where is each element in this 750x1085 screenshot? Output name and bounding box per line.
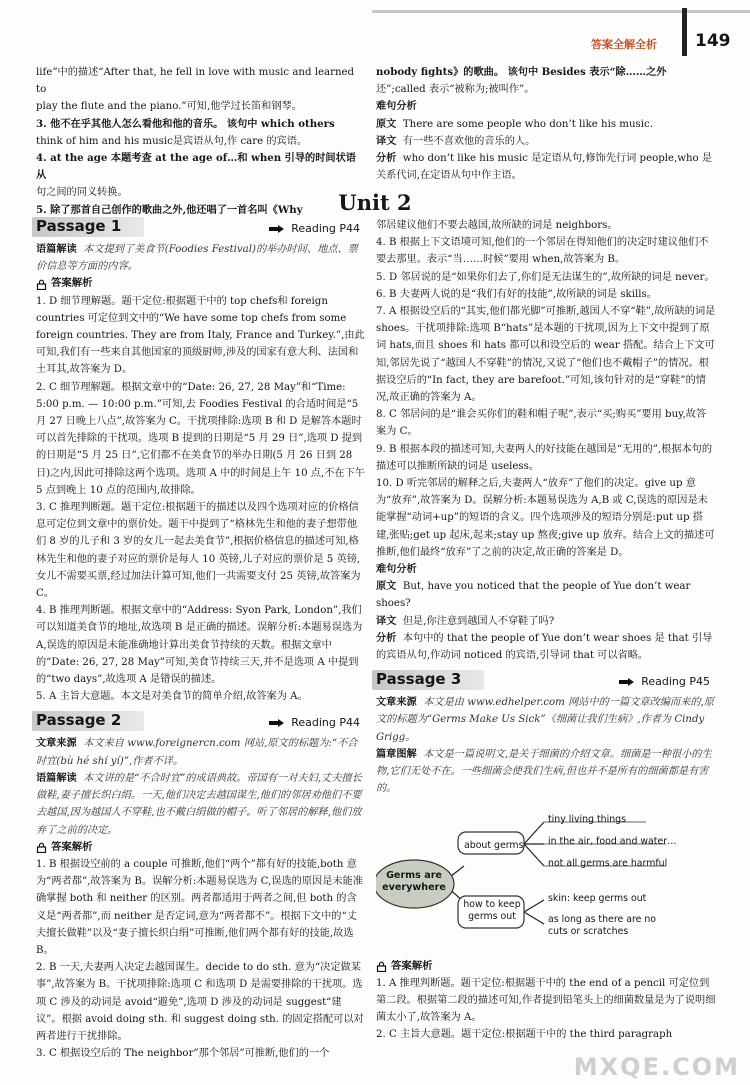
passage2-header: [36, 711, 366, 733]
tl-line: 句之间的同义转换。: [36, 187, 128, 199]
answer-item: 5. D 邻居说的是“如果你们去了,你们是无法谋生的”,故所缺的词是 never。: [376, 271, 715, 283]
passage2-answers-title: 答案解析: [36, 839, 366, 856]
mind-map-leaf: in the air, food and water…: [548, 835, 677, 847]
tl-line: 5. 除了那首自己创作的歌曲之外,他还唱了一首名叫《Why: [36, 203, 303, 216]
passage1-header: [36, 217, 366, 239]
passage2-title: Passage 2: [36, 711, 122, 730]
answer-item: 5. A 主旨大意题。本文是对美食节的简单介绍,故答案为 A。: [36, 691, 308, 703]
analysis-line: 分析 who don’t like his music 是定语从句,修饰先行词 people,who 是关系代词,在定语从句中作主语。: [376, 153, 713, 182]
trans-line: 译文 但是,你注意到越国人不穿鞋了吗?: [376, 615, 555, 627]
pointing-hand-icon: [268, 223, 286, 235]
answer-item: 4. B 推理判断题。根据文章中的“Address: Syon Park, London”,我们可以知道美食节的地址,故选项 B 是正确的描述。误解分析:本题易误选为 A,误选的原因是未能准确地计算出美食节持续的天数。根据文章中的“Date: 26, 27, 28 May”可知,美食节持续三天,并不是选项 A 中提到的“two days”,故选项 A 是错误的描述。: [36, 605, 363, 686]
tl-line: 4. at the age 本题考查 at the age of…和 when 引导的时间状语从: [36, 152, 356, 182]
analysis-line: 分析 本句中的 that the people of Yue don’t wear shoes 是 that 引导的宾语从句,作动词 noticed 的宾语,引导词 that 可以省略。: [376, 632, 713, 662]
answer-item: 4. B 根据上下文语境可知,他们的一个邻居在得知他们的决定时建议他们不要去那里。表示“当……时候”要用 when,故答案为 B。: [376, 237, 709, 266]
passage2-ref: Reading P44: [268, 714, 360, 731]
mind-map-leaf: not all germs are harmful: [548, 857, 668, 869]
passage3-header: [376, 670, 716, 692]
passage1-ref: Reading P44: [268, 220, 360, 237]
passage1-title: Passage 1: [36, 217, 122, 235]
mind-map-leaf: tiny living things: [548, 813, 626, 825]
hard-sentence-title: 难句分析: [376, 101, 417, 113]
mind-map-leaf: skin: keep germs out: [548, 892, 647, 904]
page-number: 149: [695, 31, 731, 51]
tl-line: life”中的描述“After that, he fell in love with music and learned to: [36, 67, 355, 96]
mind-map-center: Germs are everywhere: [382, 869, 446, 893]
passage2-source: 文章来源 本文来自 www.foreignercn.com 网站,原文的标题为:“不合时宜(bù hé shí yí)”,作者不详。: [36, 738, 358, 767]
answer-item: 1. A 推理判断题。题干定位:根据题干中的 the end of a pencil 可定位到第二段。根据第二段的描述可知,作者提到铅笔头上的细菌数量是为了说明细菌太小了,故答案为 A。: [376, 977, 716, 1024]
tr-line: 还”;called 表示“被称为;被叫作”。: [376, 84, 535, 96]
pointing-hand-icon: [268, 717, 286, 729]
left-column: [36, 217, 366, 1062]
orig-line: 原文 But, have you noticed that the people of Yue don’t wear shoes?: [376, 581, 691, 610]
trans-line: 译文 有一些不喜欢他的音乐的人。: [376, 135, 536, 147]
passage3-ref: Reading P45: [618, 673, 710, 690]
orig-line: 原文 There are some people who don’t like his music.: [376, 118, 653, 130]
hard-sentence-title: 难句分析: [376, 564, 417, 576]
answer-item: 8. C 邻居问的是“谁会买你们的鞋和帽子呢”,表示“买;购买”要用 buy,故答案为 C。: [376, 409, 707, 438]
tl-line: 3. 他不在乎其他人怎么看他和他的音乐。 该句中 which others: [36, 117, 335, 130]
answer-item: 3. C 根据设空后的 The neighbor”那个邻居”可推断,他们的一个: [36, 1048, 330, 1060]
header-rule: [372, 10, 750, 13]
header-tab-bar: [682, 8, 687, 56]
passage3-source: 文章来源 本文是由 www.edhelper.com 网站中的一篇文章改编而来的,原文的标题为“Germs Make Us Sick”《细菌让我们生病》,作者为 Cindy Grigg。: [376, 697, 714, 743]
mind-map: [376, 804, 716, 954]
passage3-intro: 篇章图解 本文是一篇说明文,是关于细菌的介绍文章。细菌是一种很小的生物,它们无处不在。一些细菌会使我们生病,但也并不是所有的细菌都是有害的。: [376, 748, 712, 795]
mind-map-branch-about-germs: about germs: [464, 839, 524, 851]
pointing-hand-icon: [618, 676, 636, 688]
tr-line: nobody fights》的歌曲。 该句中 Besides 表示“除……之外: [376, 66, 667, 78]
answer-item: 10. D 听完邻居的解释之后,夫妻两人“放弃”了他们的决定。give up 意为“放弃”,故答案为 D。误解分析:本题易误选为 A,B 或 C,误选的原因是未能掌握“动词+up”的短语的含义。四个选项涉及的短语分别是:put up 搭建,张贴;get up 起床,起来;stay up 熬夜;give up 放弃。结合上文的描述可推断,他们最终“放弃”了之前的决定,故正确的答案是 D。: [376, 478, 715, 558]
passage3-title: Passage 3: [376, 670, 462, 689]
passage1-intro: 语篇解读 本文提到了美食节(Foodies Festival)的举办时间、地点、票价信息等方面的内容。: [36, 244, 358, 273]
answer-item: 1. B 根据设空前的 a couple 可推断,他们“两个”都有好的技能,both 意为“两者都”,故答案为 B。误解分析:本题易误选为 C,误选的原因是未能准确掌握 both 和 neither 的区别。两者都适用于两者之间,但 both 的含义是“两者都”,而 neither 是否定词,意为“两者都不”。根据下文中的“丈夫擅长做鞋”以及“妻子擅长织白绢”可推断,他们两个都有好的技能,故选 B。: [36, 858, 363, 956]
answer-item: 2. C 主旨大意题。题干定位:根据题干中的 the third paragraph: [376, 1029, 673, 1041]
header-label: 答案全解全析: [591, 38, 657, 51]
passage2-intro: 语篇解读 本文讲的是“不合时宜”的成语典故。帝国有一对夫妇,丈夫擅长做鞋,妻子擅长织白绢。一天,他们决定去越国谋生,他们的邻居劝他们不要去越国,因为越国人不穿鞋,也不戴白绢做的帽子。听了邻居的解释,他们放弃了之前的决定。: [36, 772, 362, 836]
continued-line: 邻居建议他们不要去越国,故所缺的词是 neighbors。: [376, 220, 618, 231]
right-column: [376, 217, 716, 1044]
answer-item: 9. B 根据本段的描述可知,夫妻两人的好技能在越国是“无用的”,根据本句的描述可以推断所缺的词是 useless。: [376, 443, 713, 472]
answer-item: 7. A 根据设空后的“其实,他们都光脚”可推断,越国人不穿“鞋”,故所缺的词是 shoes。干扰项排除:选项 B“hats”是本题的干扰项,因为上下文中提到了原词 hats,而且 shoes 和 hats 都可以和设空后的 wear 搭配。结合上下文可知,邻居先说了“越国人不穿鞋”的情况,又说了“他们也不戴帽子”的情况。根据设空后的“In fact, they are barefoot.”可知,该句针对的是“穿鞋”的情况,故正确的答案为 A。: [376, 306, 716, 404]
tl-line: play the flute and the piano.”可知,他学过长笛和钢琴。: [36, 101, 302, 113]
answer-item: 6. B 夫妻两人说的是“我们有好的技能”,故所缺的词是 skills。: [376, 288, 657, 300]
lock-icon: [36, 279, 47, 290]
top-right-column: [376, 64, 716, 184]
passage3-answers-title: 答案解析: [376, 958, 716, 975]
answer-item: 1. D 细节理解题。题干定位:根据题干中的 top chefs和 foreign countries 可定位到文中的“We have some top chefs from some foreign countries. They are from Italy, France and Turkey.”,由此可知,我们有一些来自其他国家的顶级厨师,涉及的国家有意大利、法国和土耳其,故答案为 D。: [36, 295, 365, 376]
watermark: MXQE.COM: [573, 1053, 740, 1081]
mind-map-branch-keep-germs-out: how to keep germs out: [463, 898, 521, 922]
answer-item: 2. B 一天,夫妻两人决定去越国谋生。decide to do sth. 意为“决定做某事”,故答案为 B。干扰项排除:选项 C 和选项 D 是需要排除的干扰项。选项 C 涉及的动词是 avoid“避免”,选项 D 涉及的动词是 suggest“建议”。根据 avoid doing sth. 和 suggest doing sth. 的固定搭配可以对两者进行干扰排除。: [36, 962, 364, 1042]
passage1-answers-title: 答案解析: [36, 275, 366, 292]
answer-item: 2. C 细节理解题。根据文章中的“Date: 26, 27, 28 May”和“Time: 5:00 p.m. — 10:00 p.m.”可知,去 Foodies Festival 的合适时间是“5 月 27 日晚上八点”,故答案为 C。干扰项排除:选项 B 和 D 是解答本题时可以首先排除的干扰项。选项 B 提到的日期是“5 月 29 日”,选项 D 提到的日期是“5 月 25 日”,它们都不在美食节的举办日期(5 月 26 日到 28 日)之内,因此可排除这两个选项。选项 A 中的时间是上午 10 点,不在下午 5 点到晚上 10 点的范围内,故排除。: [36, 381, 365, 496]
answer-item: 3. C 推理判断题。题干定位:根据题干的描述以及四个选项对应的价格信息可定位到文章中的票价处。题干中提到了“格林先生和他的妻子想带他们 8 岁的儿子和 3 岁的女儿一起去美食节”,根据价格信息的描述可知,格林先生和他的妻子对应的票价是每人 10 英镑,儿子对应的票价是 5 英镑,女儿不需要买票,经过加法计算可知,他们一共需要支付 25 英镑,故答案为 C。: [36, 502, 361, 600]
tl-line: think of him and his music是宾语从句,作 care 的宾语。: [36, 135, 308, 147]
mind-map-leaf: as long as there are no cuts or scratches: [548, 913, 657, 937]
page-header: [0, 0, 750, 60]
unit-title: Unit 2: [338, 190, 412, 215]
lock-icon: [376, 961, 387, 972]
lock-icon: [36, 842, 47, 853]
